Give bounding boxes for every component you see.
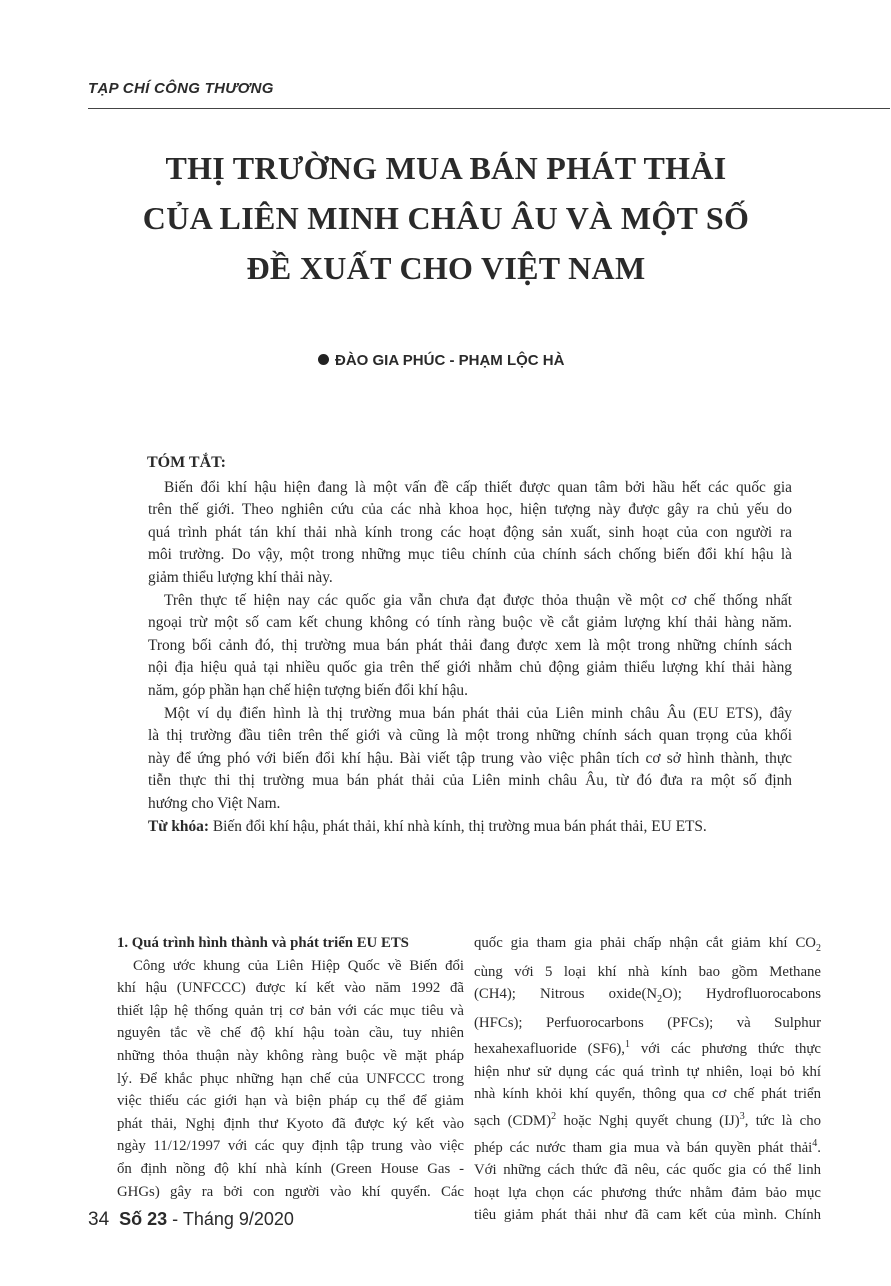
body-line: việc thiếu các giới hạn và biện pháp cụ thể để giảm bbox=[117, 1093, 464, 1110]
article-title bbox=[90, 143, 802, 293]
body-column-right bbox=[474, 932, 821, 1227]
abstract-line: năm, góp phần hạn chế hiện tượng biến đổi khí hậu. bbox=[148, 681, 468, 699]
abstract-heading: TÓM TẮT: bbox=[147, 454, 226, 471]
body-line: khí hậu (UNFCCC) được kí kết vào năm 1992 đã bbox=[117, 980, 464, 997]
body-line: nguyên tắc về chế độ khí hậu toàn cầu, tuy nhiên bbox=[117, 1025, 464, 1042]
bullet-icon bbox=[318, 354, 329, 365]
body-line: những thỏa thuận này không ràng buộc về mặt pháp bbox=[117, 1047, 464, 1064]
body-line: sạch (CDM)$^2$ hoặc Nghị quyết chung (IJ)$^3$, tức là cho bbox=[474, 1110, 821, 1129]
body-line: hexahexafluoride (SF6),$^1$ với các phương thức thực bbox=[474, 1039, 821, 1058]
body-line: quốc gia tham gia phải chấp nhận cắt giảm khí $CO_2$ bbox=[474, 935, 821, 954]
body-line: cùng với 5 loại khí nhà kính bao gồm Methane bbox=[474, 963, 821, 980]
body-line: ngày 11/12/1997 với các quy định tập trung vào việc bbox=[117, 1138, 464, 1155]
issue-number: Số 23 bbox=[119, 1209, 168, 1229]
keywords bbox=[148, 816, 792, 839]
body-line: GHGs) gây ra bởi con người vào khí quyển. Các bbox=[117, 1183, 464, 1200]
body-line: hiện như sử dụng các quá trình tự nhiên, loại bỏ khí bbox=[474, 1063, 821, 1080]
body-line: lý. Để khắc phục những hạn chế của UNFCCC trong bbox=[117, 1070, 464, 1087]
body-line: thiết lập hệ thống quản trị cơ bản với các mục tiêu và bbox=[117, 1002, 464, 1019]
abstract-line: Trên thực tế hiện nay các quốc gia vẫn chưa đạt được thỏa thuận về một cơ chế thống nhất bbox=[164, 591, 792, 609]
abstract-line: ngoại trừ một số cam kết chung không có tính ràng buộc về cắt giảm lượng khí thải hàng năm. bbox=[148, 614, 792, 632]
abstract-line: Trong bối cảnh đó, thị trường mua bán phát thải đang được xem là một trong những chính sách bbox=[148, 636, 792, 654]
body-line: nhà kính khỏi khí quyển, thông qua cơ chế phát triển bbox=[474, 1086, 821, 1103]
body-line: ổn định nồng độ khí nhà kính (Green House Gas - bbox=[117, 1160, 464, 1177]
title-line-1: THỊ TRƯỜNG MUA BÁN PHÁT THẢI bbox=[165, 150, 727, 186]
abstract bbox=[148, 452, 792, 838]
abstract-paragraph-2 bbox=[148, 590, 792, 703]
body-line: Công ước khung của Liên Hiệp Quốc về Biến đổi bbox=[133, 957, 464, 974]
authors bbox=[318, 352, 564, 369]
issue-date: - Tháng 9/2020 bbox=[167, 1209, 294, 1229]
abstract-line: Một ví dụ điển hình là thị trường mua bán phát thải của Liên minh châu Âu (EU ETS), đây bbox=[164, 704, 792, 722]
abstract-line: môi trường. Do vậy, một trong những mục tiêu chính của chính sách chống biến đổi khí hậu là bbox=[148, 546, 792, 564]
body-line: hoạt lựa chọn các phương thức nhằm đảm bảo mục bbox=[474, 1184, 821, 1201]
abstract-line: quá trình phát tán khí thải nhà kính trong các hoạt động sản xuất, sinh hoạt của con người ra bbox=[148, 523, 792, 541]
body-line: tiêu giảm phát thải như đã cam kết của mình. Chính bbox=[474, 1207, 821, 1224]
abstract-line: Biến đổi khí hậu hiện đang là một vấn đề cấp thiết được quan tâm bởi hầu hết các quốc gia bbox=[164, 478, 792, 496]
page-footer bbox=[88, 1209, 294, 1231]
body-line: (CH4); Nitrous $oxide(N_2O)$; Hydrofluorocabons bbox=[474, 986, 821, 1006]
abstract-line: giảm thiểu lượng khí thải này. bbox=[148, 568, 333, 586]
keywords-text: Biến đổi khí hậu, phát thải, khí nhà kính, thị trường mua bán phát thải, EU ETS. bbox=[208, 817, 707, 835]
title-line-2: CỦA LIÊN MINH CHÂU ÂU VÀ MỘT SỐ bbox=[142, 200, 750, 236]
journal-name: TẠP CHÍ CÔNG THƯƠNG bbox=[88, 80, 274, 97]
abstract-line: là thị trường đầu tiên trên thế giới và cũng là một trong những chính sách quan trọng của khối bbox=[148, 727, 792, 745]
body-line: Với những cách thức đã nêu, các quốc gia có thể linh bbox=[474, 1162, 821, 1179]
keywords-label: Từ khóa: bbox=[148, 817, 209, 835]
abstract-line: tiễn thực thi thị trường mua bán phát thải của Liên minh châu Âu, từ đó đưa ra một số định bbox=[148, 772, 792, 790]
abstract-line: trên thế giới. Theo nghiên cứu của các nhà khoa học, hiện tượng này được gây ra chủ yếu do bbox=[148, 501, 792, 519]
abstract-paragraph-1 bbox=[148, 477, 792, 590]
header-rule bbox=[88, 108, 890, 109]
body-line: (HFCs); Perfuorocarbons (PFCs); và Sulphur bbox=[474, 1014, 821, 1031]
body-column-left bbox=[117, 932, 464, 1203]
abstract-line: nội địa hiệu quả tại nhiều quốc gia trên thế giới nhằm chủ động giảm thiểu lượng khí thải hàng bbox=[148, 659, 792, 677]
author-names: ĐÀO GIA PHÚC - PHẠM LỘC HÀ bbox=[335, 352, 565, 369]
abstract-paragraph-3 bbox=[148, 703, 792, 816]
page-number: 34 bbox=[88, 1209, 110, 1230]
abstract-line: hướng cho Việt Nam. bbox=[148, 794, 281, 812]
body-line: phép các nước tham gia mua và bán quyền phát thải$^4$. bbox=[474, 1137, 821, 1156]
abstract-line: này để ứng phó với biến đổi khí hậu. Bài viết tập trung vào việc phân tích cơ sở hình thành, thực bbox=[148, 749, 792, 767]
title-line-3: ĐỀ XUẤT CHO VIỆT NAM bbox=[246, 250, 646, 286]
body-line: phát thải, Nghị định thư Kyoto đã được ký kết vào bbox=[117, 1115, 464, 1132]
section-heading: 1. Quá trình hình thành và phát triển EU ETS bbox=[117, 935, 409, 951]
